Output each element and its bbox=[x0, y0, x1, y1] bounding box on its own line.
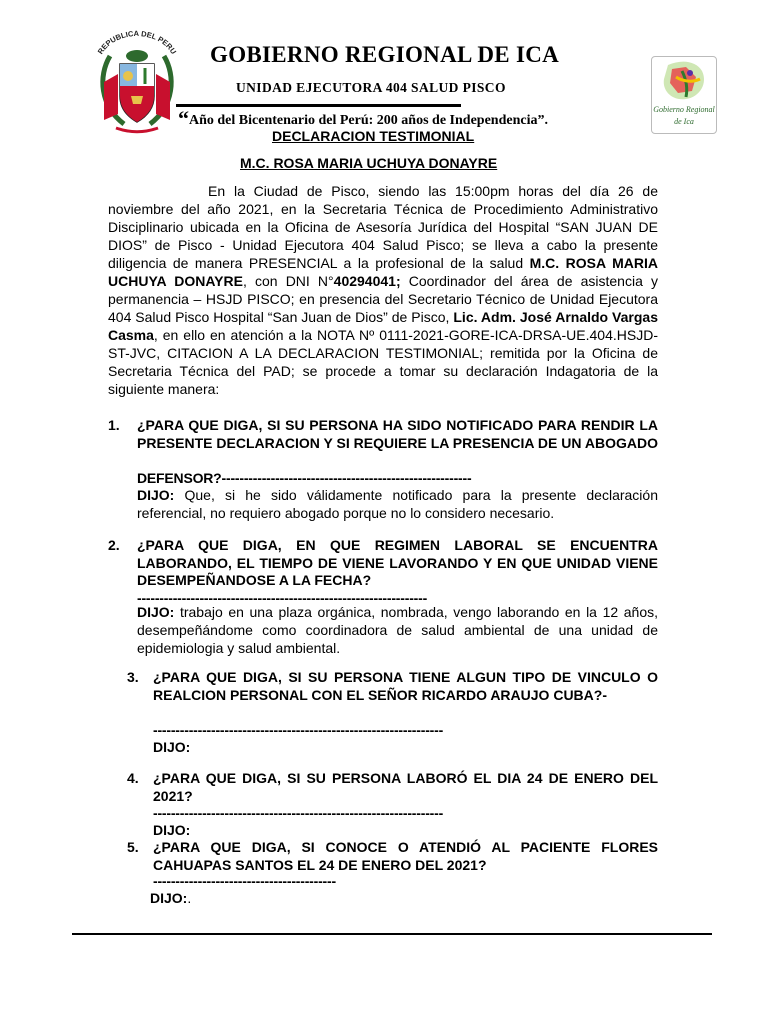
answer-label: DIJO: bbox=[153, 822, 191, 838]
answer-label: DIJO: bbox=[153, 739, 191, 755]
answer-text: . bbox=[187, 890, 192, 906]
question-text: ¿PARA QUE DIGA, SI SU PERSONA LABORÓ EL DIA 24 DE ENERO DEL 2021? bbox=[153, 770, 658, 804]
question-number: 1. bbox=[108, 417, 120, 433]
intro-paragraph bbox=[108, 182, 658, 398]
logo-caption-line-2: de Ica bbox=[674, 117, 694, 126]
question-text: ¿PARA QUE DIGA, SI SU PERSONA HA SIDO NOTIFICADO PARA RENDIR LA PRESENTE DECLARACION Y SI REQUIERE LA PRESENCIA DE UN ABOGADO bbox=[137, 417, 658, 451]
answer bbox=[137, 603, 658, 657]
intro-name: M.C. ROSA MARIA UCHUYA DONAYRE bbox=[108, 255, 658, 289]
logo-caption-line-1: Gobierno Regional bbox=[653, 105, 715, 114]
intro-text-4: , en ello en atención a la NOTA Nº 0111-2021-GORE-ICA-DRSA-UE.404.HSJD-ST-JVC, CITACION A LA DECLARACION TESTIMONIAL; remitida por la Oficina de Secretaria Técnica del PAD; se procede a tomar su declaración Indagatoria de la siguiente manera: bbox=[108, 327, 658, 397]
question-dash-line: DEFENSOR?-------------------------------------------------------- bbox=[137, 470, 472, 486]
question-dash-line: ----------------------------------------------------------------- bbox=[137, 590, 428, 606]
answer bbox=[153, 821, 658, 839]
document-title: DECLARACION TESTIMONIAL bbox=[272, 128, 475, 144]
page-bottom-rule bbox=[72, 933, 712, 935]
answer bbox=[153, 738, 658, 756]
answer-text: trabajo en una plaza orgánica, nombrada, vengo laborando en la 12 años, desempeñándome como coordinadora de salud ambiental de una unidad de epidemiologia y salud ambiental. bbox=[137, 604, 658, 656]
declarant-name-heading: M.C. ROSA MARIA UCHUYA DONAYRE bbox=[240, 155, 498, 171]
peru-coat-of-arms-seal bbox=[95, 28, 179, 134]
question-text: ¿PARA QUE DIGA, SI CONOCE O ATENDIÓ AL PACIENTE FLORES CAHUAPAS SANTOS EL 24 DE ENERO DEL 2021? bbox=[153, 839, 658, 873]
svg-text:REPUBLICA DEL PERU bbox=[96, 29, 178, 56]
answer-label: DIJO: bbox=[150, 890, 188, 906]
question-text: ¿PARA QUE DIGA, EN QUE REGIMEN LABORAL SE ENCUENTRA LABORANDO, EL TIEMPO DE VIENE LAVORANDO Y EN QUE UNIDAD VIENE DESEMPEÑANDOSE A LA FECHA? bbox=[137, 537, 658, 588]
answer bbox=[150, 889, 655, 907]
answer-label: DIJO: bbox=[137, 487, 175, 503]
answer-text: Que, si he sido válidamente notificado para la presente declaración referencial, no requiero abogado porque no lo considero necesario. bbox=[137, 487, 658, 521]
answer bbox=[137, 486, 658, 522]
intro-text-3: Coordinador del área de asistencia y permanencia – HSJD PISCO; en presencia del Secretario Técnico de Unidad Ejecutora 404 Salud Pisco Hospital “San Juan de Dios” de Pisco, bbox=[108, 273, 659, 325]
answer-label: DIJO: bbox=[137, 604, 175, 620]
seal-caption: REPUBLICA DEL PERU bbox=[95, 28, 179, 56]
question-dash-line: ----------------------------------------------------------------- bbox=[153, 722, 444, 738]
organization-title: GOBIERNO REGIONAL DE ICA bbox=[210, 42, 560, 67]
unit-subtitle: UNIDAD EJECUTORA 404 SALUD PISCO bbox=[236, 80, 506, 95]
question-dash-line: ----------------------------------------- bbox=[153, 873, 336, 889]
motto-open-quote: “ bbox=[178, 106, 189, 131]
question-text: ¿PARA QUE DIGA, SI SU PERSONA TIENE ALGUN TIPO DE VINCULO O REALCION PERSONAL CON EL SEÑOR RICARDO ARAUJO CUBA?- bbox=[153, 669, 658, 703]
question-dash-line: ----------------------------------------------------------------- bbox=[153, 805, 444, 821]
question-number: 3. bbox=[127, 669, 139, 685]
intro-dni: 40294041; bbox=[333, 273, 401, 289]
question-number: 4. bbox=[127, 770, 139, 786]
motto-text: Año del Bicentenario del Perú: 200 años de Independencia”. bbox=[189, 113, 548, 128]
intro-text-2: , con DNI N° bbox=[242, 273, 334, 289]
intro-secretary-name: Lic. Adm. José Arnaldo Vargas Casma bbox=[108, 309, 658, 343]
intro-text-1: En la Ciudad de Pisco, siendo las 15:00pm horas del día 26 de noviembre del año 2021, en la Secretaria Técnica de Procedimiento Administrativo Disciplinario ubicada en la Oficina de Asesoría Jurídica del Hospital “SAN JUAN DE DIOS” de Pisco - Unidad Ejecutora 404 Salud Pisco; se lleva a cabo la presente diligencia de manera PRESENCIAL a la profesional de la salud bbox=[108, 183, 658, 271]
question-number: 5. bbox=[127, 839, 139, 855]
question-number: 2. bbox=[108, 537, 120, 553]
gobierno-regional-ica-logo bbox=[651, 56, 717, 134]
